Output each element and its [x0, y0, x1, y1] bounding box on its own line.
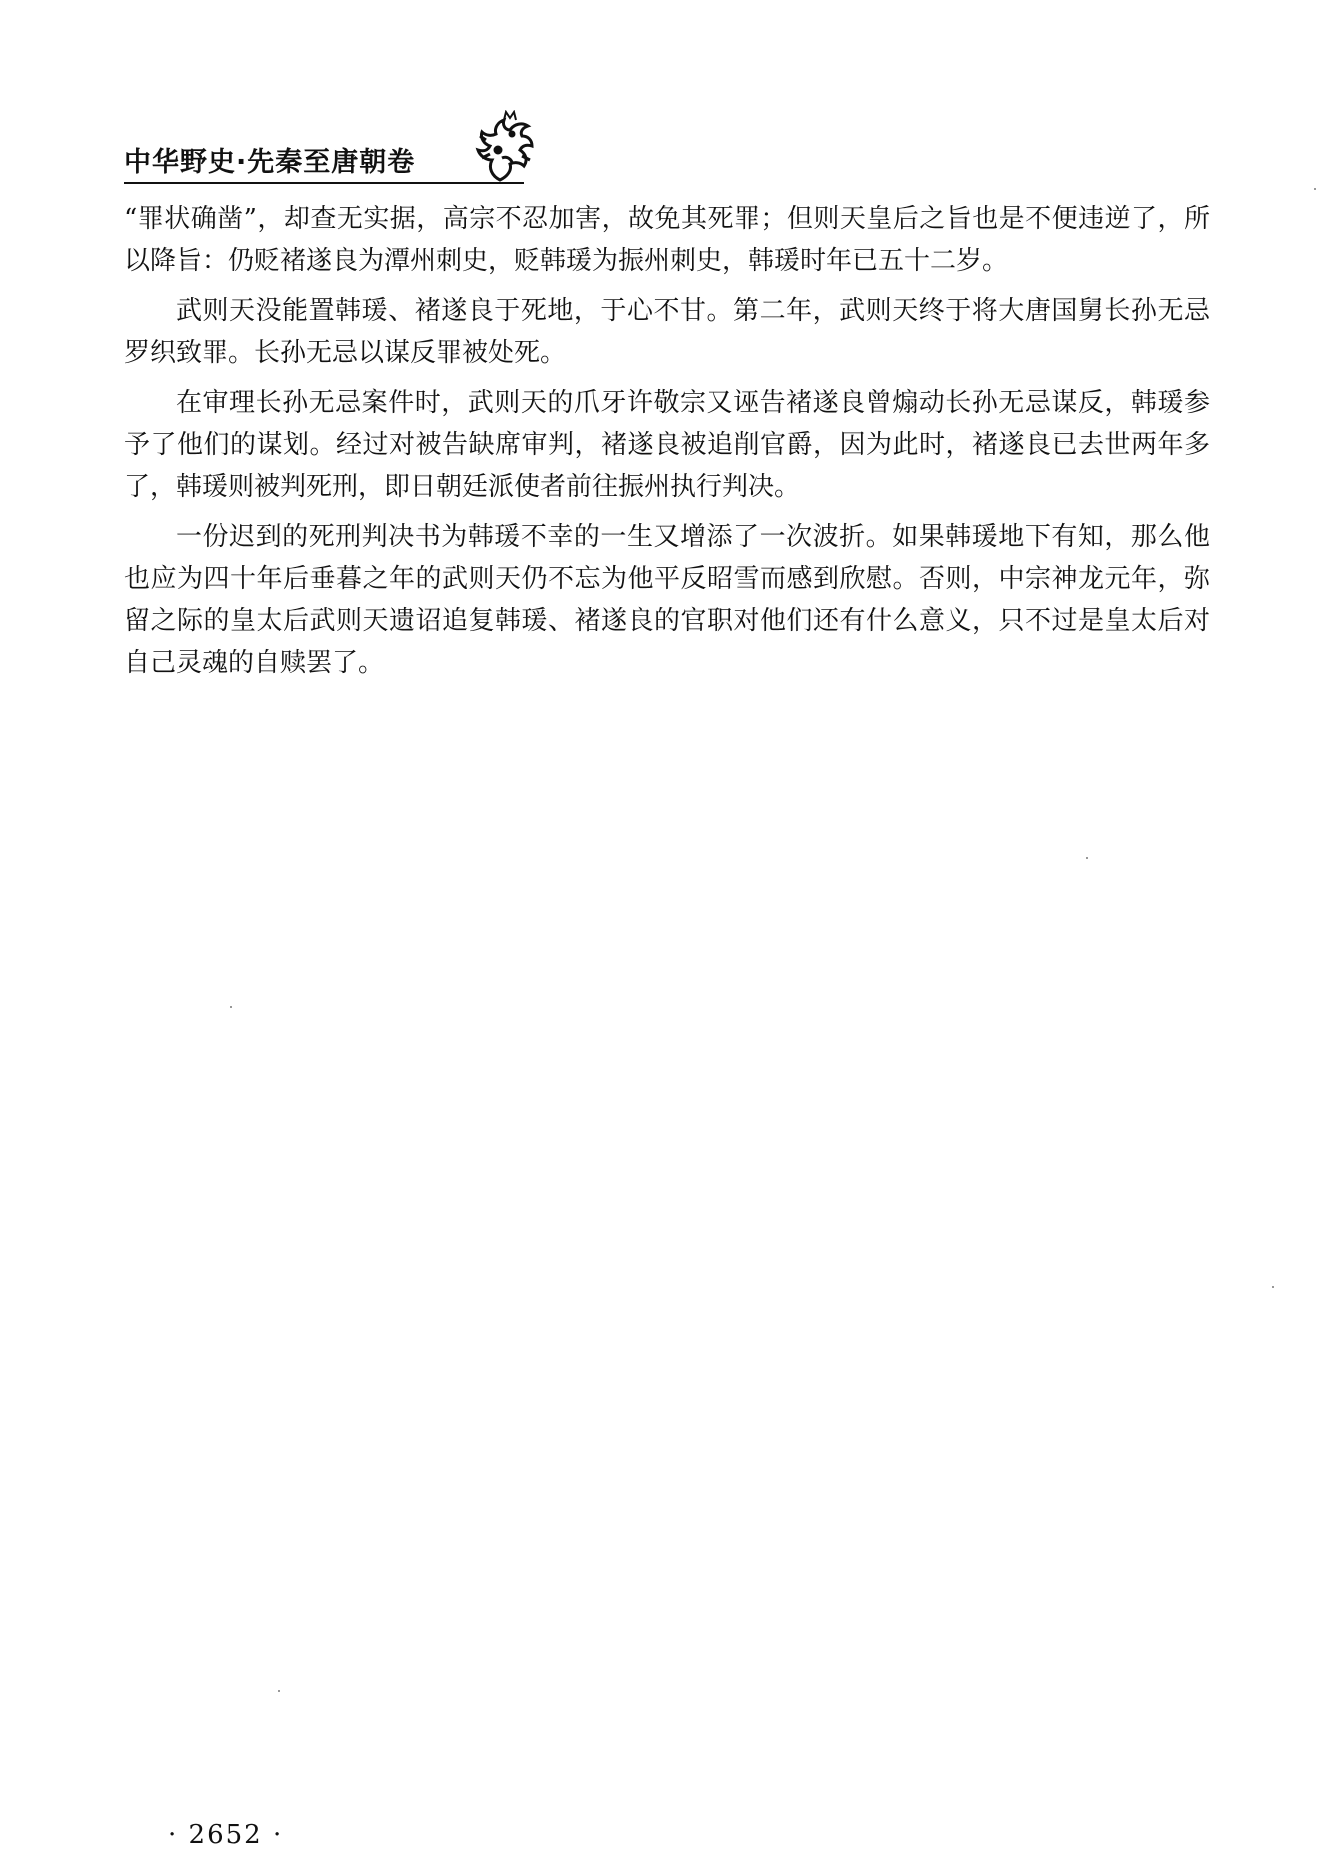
scan-speck	[1086, 857, 1088, 859]
body-text	[124, 198, 1210, 692]
paragraph: 一份迟到的死刑判决书为韩瑗不幸的一生又增添了一次波折。如果韩瑗地下有知，那么他也应为四十年后垂暮之年的武则天仍不忘为他平反昭雪而感到欣慰。否则，中宗神龙元年，弥留之际的皇太后武则天遗诏追复韩瑗、褚遂良的官职对他们还有什么意义，只不过是皇太后对自己灵魂的自赎罢了。	[124, 522, 1210, 678]
header-rule	[124, 182, 524, 184]
paragraph: 武则天没能置韩瑗、褚遂良于死地，于心不甘。第二年，武则天终于将大唐国舅长孙无忌罗织致罪。长孙无忌以谋反罪被处死。	[124, 296, 1210, 368]
page-number: · 2652 ·	[168, 1820, 284, 1850]
dragon-emblem-icon	[462, 110, 538, 186]
paragraph: 在审理长孙无忌案件时，武则天的爪牙许敬宗又诬告褚遂良曾煽动长孙无忌谋反，韩瑗参予了他们的谋划。经过对被告缺席审判，褚遂良被追削官爵，因为此时，褚遂良已去世两年多了，韩瑗则被判死刑，即日朝廷派使者前往振州执行判决。	[124, 388, 1210, 502]
scan-speck	[230, 1006, 232, 1008]
running-header	[124, 110, 1214, 190]
scan-speck	[1272, 1286, 1274, 1288]
scan-speck	[278, 1690, 280, 1692]
paragraph: “罪状确凿”，却查无实据，高宗不忍加害，故免其死罪；但则天皇后之旨也是不便违逆了，所以降旨：仍贬褚遂良为潭州刺史，贬韩瑗为振州刺史，韩瑗时年已五十二岁。	[124, 204, 1210, 276]
scan-speck	[1314, 188, 1316, 190]
book-title: 中华野史·先秦至唐朝卷	[124, 147, 416, 178]
